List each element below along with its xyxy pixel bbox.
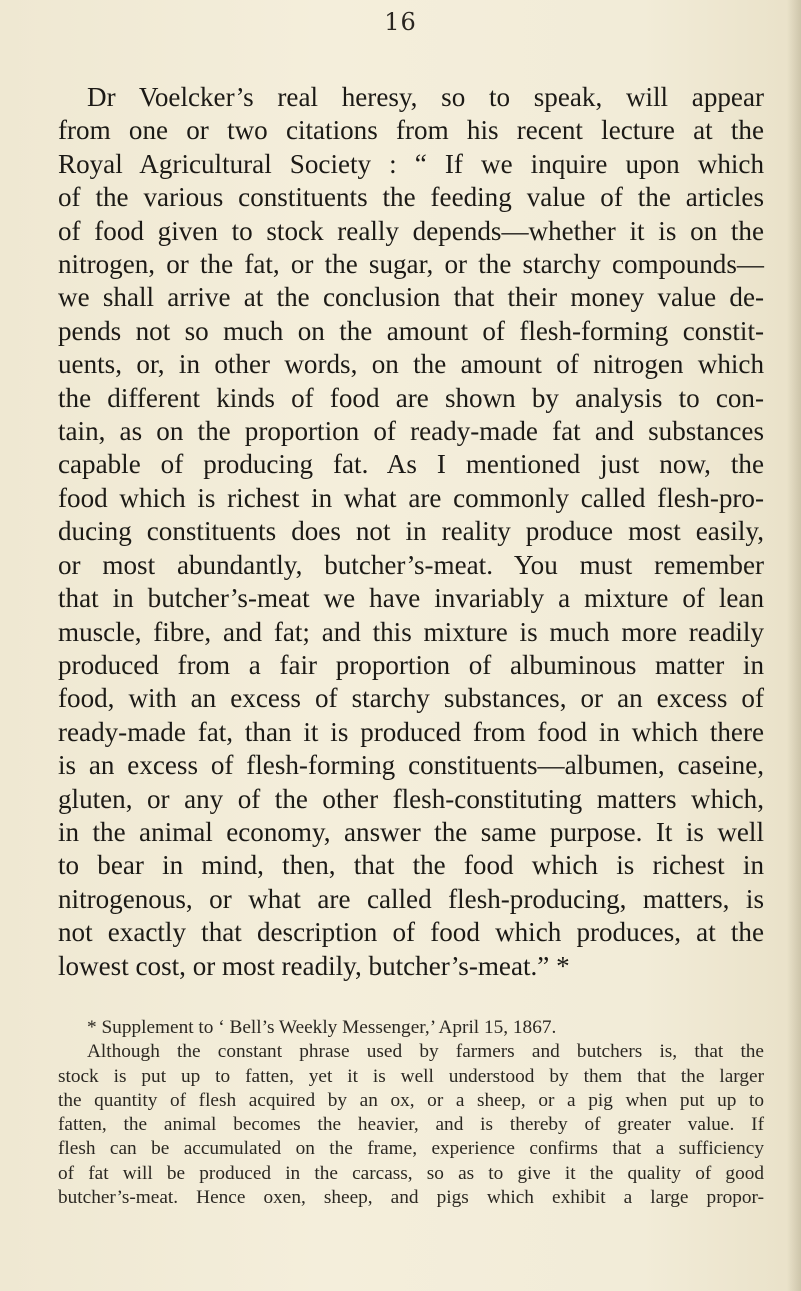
- body-line: is an excess of flesh-forming constituents—albumen, caseine,: [58, 750, 764, 781]
- body-line: we shall arrive at the conclusion that their money value de-: [58, 282, 764, 313]
- body-line: food, with an excess of starchy substances, or an excess of: [58, 683, 764, 714]
- body-line: ready-made fat, than it is produced from food in which there: [58, 716, 764, 747]
- footnote-line: of fat will be produced in the carcass, so as to give it the quality of good: [58, 1162, 764, 1184]
- body-line: muscle, fibre, and fat; and this mixture is much more readily: [58, 616, 764, 647]
- body-line: food which is richest in what are commonly called flesh-pro-: [58, 482, 764, 513]
- body-line: pends not so much on the amount of flesh-forming constit-: [58, 315, 764, 346]
- footnote-line: flesh can be accumulated on the frame, experience confirms that a sufficiency: [58, 1138, 764, 1160]
- body-line: from one or two citations from his recent lecture at the: [58, 115, 764, 146]
- footnote: [58, 1016, 764, 1210]
- body-line: lowest cost, or most readily, butcher’s-meat.” *: [58, 950, 570, 981]
- footnote-line: stock is put up to fatten, yet it is well understood by them that the larger: [58, 1065, 764, 1087]
- body-line: nitrogenous, or what are called flesh-producing, matters, is: [58, 883, 764, 914]
- footnote-line: fatten, the animal becomes the heavier, and is thereby of greater value. If: [58, 1114, 764, 1136]
- body-line: of the various constituents the feeding value of the articles: [58, 182, 764, 213]
- body-line: capable of producing fat. As I mentioned just now, the: [58, 449, 764, 480]
- body-line: or most abundantly, butcher’s-meat. You must remember: [58, 549, 764, 580]
- footnote-line: butcher’s-meat. Hence oxen, sheep, and pigs which exhibit a large propor-: [58, 1187, 764, 1209]
- body-line: in the animal economy, answer the same purpose. It is well: [58, 816, 764, 847]
- footnote-line: the quantity of flesh acquired by an ox, or a sheep, or a pig when put up to: [58, 1089, 764, 1111]
- footnote-line: Although the constant phrase used by farmers and butchers is, that the: [87, 1041, 764, 1063]
- body-line: Royal Agricultural Society : “ If we inquire upon which: [58, 148, 764, 179]
- body-line: of food given to stock really depends—whether it is on the: [58, 215, 764, 246]
- footnote-citation: * Supplement to ‘ Bell’s Weekly Messenger,’ April 15, 1867.: [87, 1017, 557, 1038]
- body-line: to bear in mind, then, that the food which is richest in: [58, 850, 764, 881]
- body-line: that in butcher’s-meat we have invariably a mixture of lean: [58, 583, 764, 614]
- body-line: uents, or, in other words, on the amount of nitrogen which: [58, 349, 764, 380]
- body-line: nitrogen, or the fat, or the sugar, or the starchy compounds—: [58, 249, 764, 280]
- body-line: produced from a fair proportion of albuminous matter in: [58, 649, 764, 680]
- main-paragraph: [58, 81, 764, 983]
- body-line: tain, as on the proportion of ready-made fat and substances: [58, 416, 764, 447]
- body-line: ducing constituents does not in reality produce most easily,: [58, 516, 764, 547]
- page-number: 16: [384, 8, 417, 36]
- body-line: not exactly that description of food which produces, at the: [58, 917, 764, 948]
- page-edge-shadow: [787, 0, 801, 1291]
- body-line: gluten, or any of the other flesh-constituting matters which,: [58, 783, 764, 814]
- body-line: the different kinds of food are shown by analysis to con-: [58, 382, 764, 413]
- body-line: Dr Voelcker’s real heresy, so to speak, will appear: [87, 82, 764, 112]
